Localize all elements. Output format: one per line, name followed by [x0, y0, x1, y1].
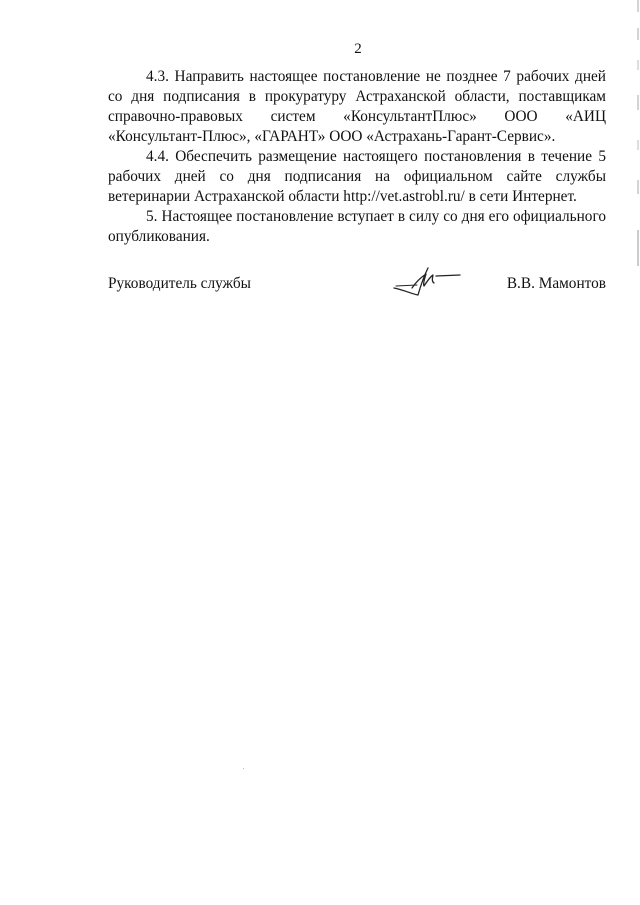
paragraph-5: 5. Настоящее постановление вступает в силу со дня его официального опубликования.: [108, 208, 606, 245]
paragraph-4-3: 4.3. Направить настоящее постановление не позднее 7 рабочих дней со дня подписания в прокуратуру Астраханской области, поставщикам справочно-правовых систем «КонсультантПлюс» ООО «АИЦ «Консультант-Плюс», «ГАРАНТ» ООО «Астрахань-Гарант-Сервис».: [108, 68, 606, 145]
scan-edge-marks: [637, 0, 639, 270]
handwritten-signature: [390, 264, 462, 298]
signer-name: В.В. Мамонтов: [506, 275, 606, 292]
document-body: [108, 67, 606, 247]
signer-position: Руководитель службы: [108, 275, 251, 292]
page-number: 2: [354, 41, 362, 57]
scan-speck: [243, 768, 244, 769]
paragraph-4-4: 4.4. Обеспечить размещение настоящего постановления в течение 5 рабочих дней со дня подписания на официальном сайте службы ветеринарии Астраханской области http://vet.astrobl.ru/ в сети Интернет.: [108, 148, 606, 205]
signature-block: [108, 272, 606, 302]
